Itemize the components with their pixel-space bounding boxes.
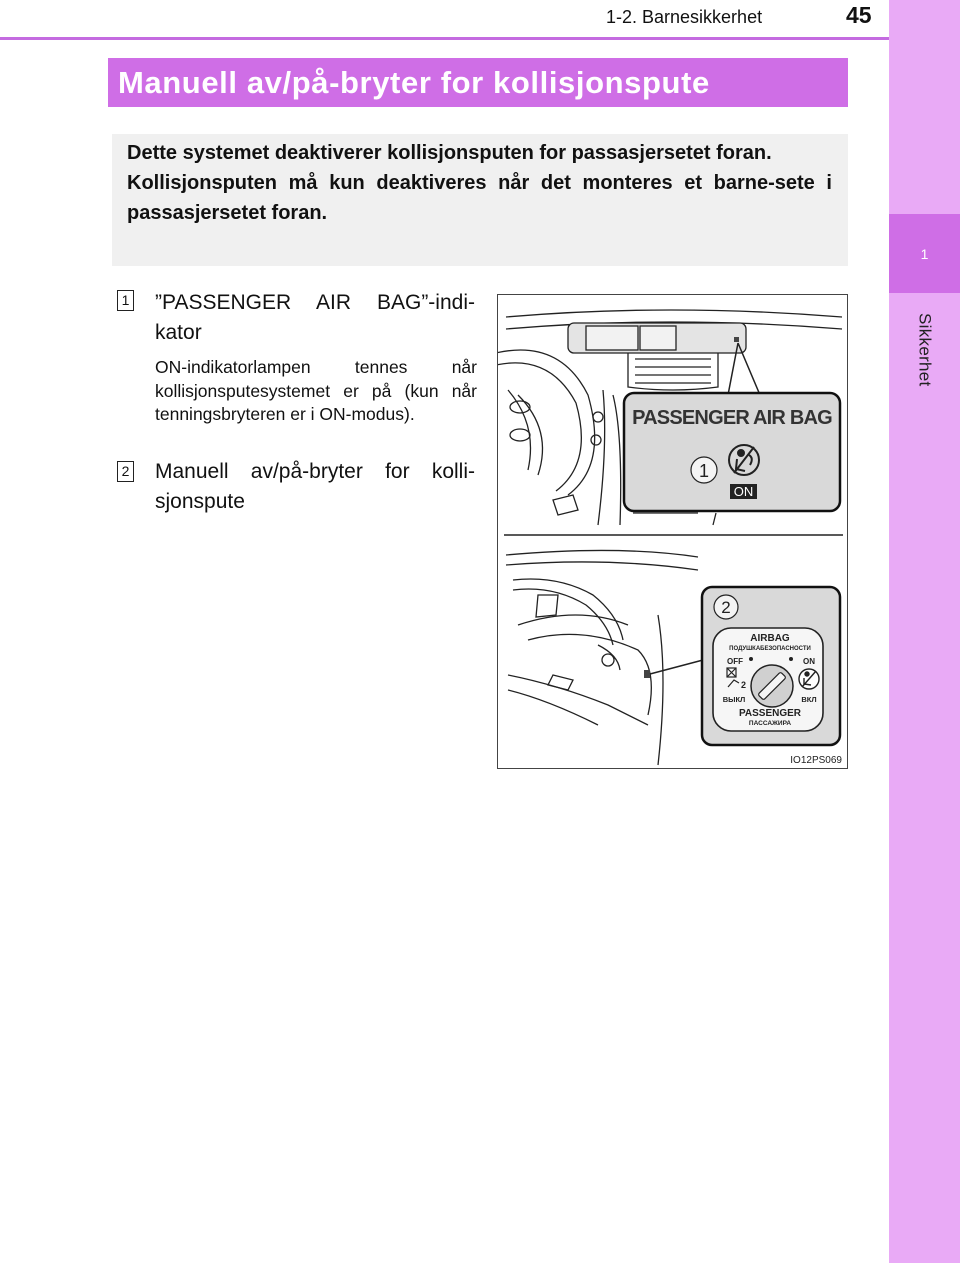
item-number-badge: 1 [117,290,134,311]
lower-dashboard-lines [506,550,698,765]
callout-number-1: 1 [698,461,710,481]
airbag-on-icon [799,669,819,689]
callout-number-2: 2 [721,598,731,617]
switch-off-label-ru: ВЫКЛ [722,695,746,704]
chapter-number: 1 [920,245,929,262]
section-heading-text: Manuell av/på-bryter for kollisjonspute [118,64,710,100]
item-title: Manuell av/på-bryter for kolli-sjonspute [155,460,475,513]
switch-off-label: OFF [727,657,743,666]
intro-paragraph: Kollisjonsputen må kun deaktiveres når det monteres et barne-sete i passasjersetet foran. [127,172,832,224]
chapter-number-tab [889,214,960,293]
indicator-panel-label: PASSENGER AIR BAG [632,407,832,429]
section-heading [108,58,848,107]
running-header: 1-2. Barnesikkerhet [606,7,763,27]
intro-box [112,134,848,266]
switch-bottom-label: PASSENGER [738,708,802,719]
item-title: ”PASSENGER AIR BAG”-indi-kator [155,291,475,344]
item-number-badge: 2 [117,461,134,482]
on-badge-label: ON [733,484,754,499]
switch-top-label: AIRBAG [750,633,790,644]
dashboard-drawing [498,295,848,769]
dashboard-illustration [497,294,848,769]
switch-top-label-ru: ПОДУШКАБЕЗОПАСНОСТИ [729,646,811,652]
svg-text:2: 2 [741,680,747,690]
chapter-tab-strip [889,0,960,1263]
switch-on-label: ON [803,657,815,666]
switch-bottom-label-ru: ПАССАЖИРА [748,720,792,727]
figure-code: IO12PS069 [790,755,842,766]
section-tab-label: Sikkerhet [915,313,935,387]
page-number: 45 [846,2,872,28]
switch-on-label-ru: ВКЛ [801,695,817,704]
section-tab [889,300,960,400]
item-description: ON-indikatorlampen tennes når kollisjonsputesystemet er på (kun når tenningsbryteren er i ON-modus). [155,357,477,424]
intro-paragraph: Dette systemet deaktiverer kollisjonsputen for passasjersetet foran. [127,142,772,164]
header-rule [0,37,889,40]
